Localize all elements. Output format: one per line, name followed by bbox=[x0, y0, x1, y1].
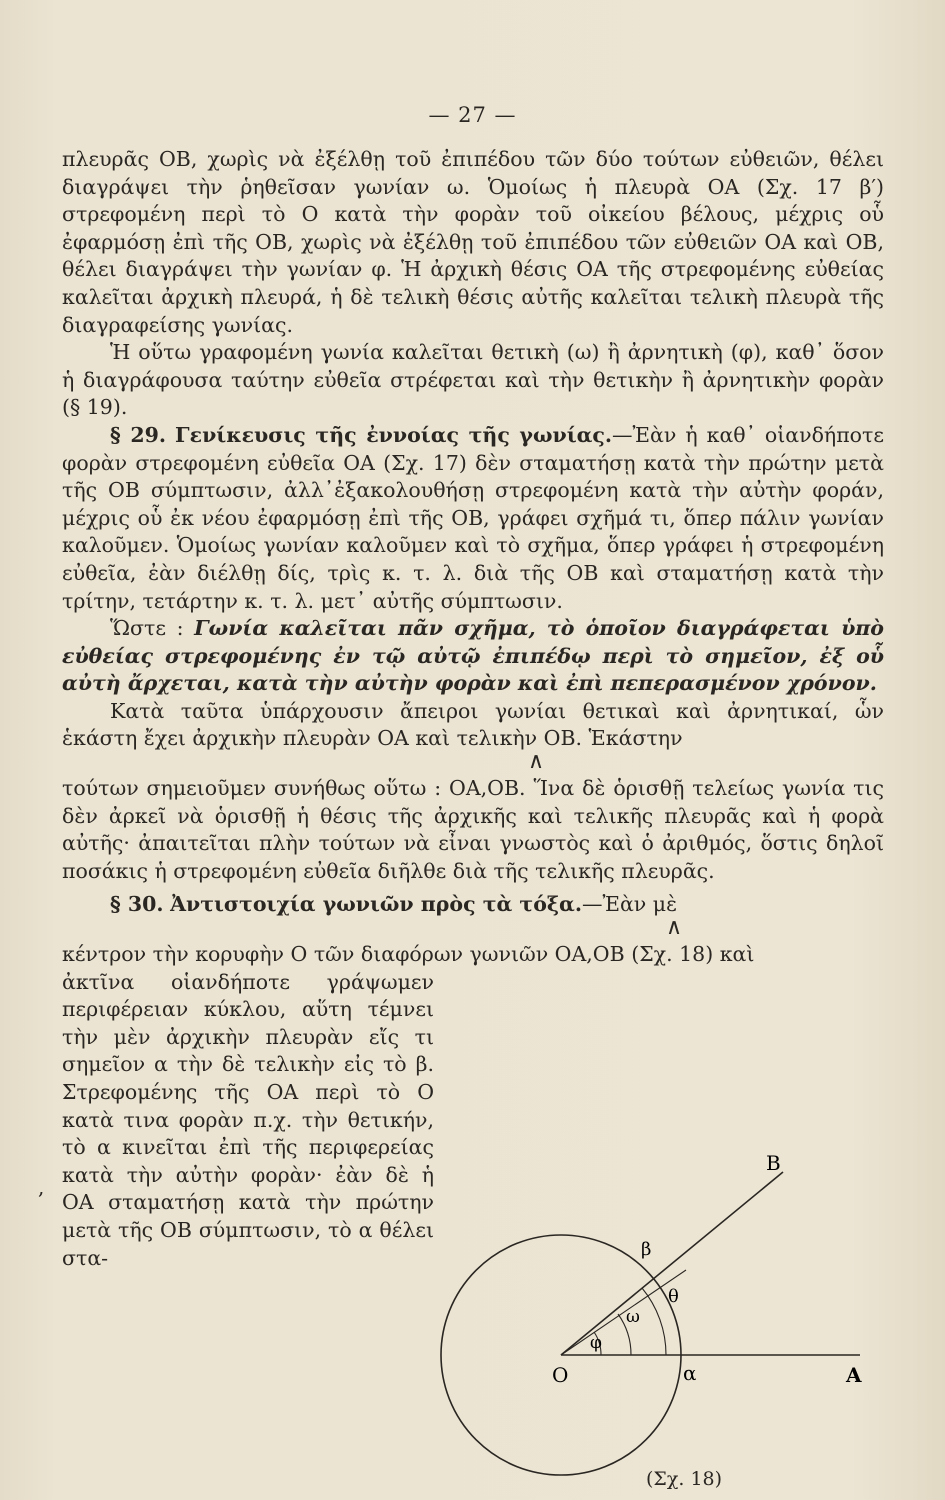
section-30-number: § 30. bbox=[110, 892, 164, 917]
hat-row-1 bbox=[62, 749, 884, 775]
angle-hat-2: ∧ bbox=[666, 915, 683, 941]
section-29-text: —Ἐὰν ἡ καθ᾽ οἱανδήποτε φορὰν στρεφομένη εὐθεῖα ΟΑ (Σχ. 17) δὲν σταματήσῃ κατὰ τὴν πρώτην μετὰ τῆς ΟΒ σύμπτωσιν, ἀλλ᾽ἐξακολουθήσῃ στρεφομένη κατὰ τὴν αὐτὴν φοράν, μέχρις οὗ ἐκ νέου ἐφαρμόσῃ ἐπὶ τῆς ΟΒ, γράφει σχῆμά τι, ὅπερ πάλιν γωνίαν καλοῦμεν. Ὁμοίως γωνίαν καλοῦμεν καὶ τὸ σχῆμα, ὅπερ γράφει ἡ στρεφομένη εὐθεῖα, ἐὰν διέλθῃ δίς, τρὶς κ. τ. λ. διὰ τῆς ΟΒ καὶ σταματήσῃ κατὰ τὴν τρίτην, τετάρτην κ. τ. λ. μετ᾽ αὐτῆς σύμπτωσιν. bbox=[62, 422, 884, 613]
figure-caption: (Σχ. 18) bbox=[646, 1468, 723, 1490]
paragraph-3a: Κατὰ ταῦτα ὑπάρχουσιν ἄπειροι γωνίαι θετικαὶ καὶ ἀρνητικαί, ὧν ἑκάστη ἔχει ἀρχικὴν πλευρὰν ΟΑ καὶ τελικὴν ΟΒ. Ἑκάστην bbox=[62, 698, 884, 751]
label-A: A bbox=[846, 1363, 862, 1387]
section-29-number: § 29. bbox=[110, 422, 167, 447]
section-30-title: Ἀντιστοιχία γωνιῶν πρὸς τὰ τόξα. bbox=[170, 892, 582, 917]
label-a: α bbox=[683, 1361, 697, 1385]
section-29 bbox=[62, 422, 884, 615]
label-theta: θ bbox=[668, 1286, 679, 1307]
label-O: O bbox=[552, 1363, 569, 1387]
page-number: — 27 — bbox=[428, 103, 517, 127]
definition bbox=[62, 615, 884, 698]
side-OB bbox=[561, 1172, 783, 1355]
body-text bbox=[62, 146, 884, 1272]
label-b: β bbox=[641, 1239, 652, 1260]
angle-hat-1: ∧ bbox=[528, 749, 545, 775]
figure-18 bbox=[428, 1150, 888, 1500]
margin-mark: , bbox=[38, 1175, 45, 1199]
section-30 bbox=[62, 891, 884, 919]
section-29-title: Γενίκευσις τῆς ἐννοίας τῆς γωνίας. bbox=[175, 422, 613, 447]
hat-row-2 bbox=[62, 915, 884, 941]
section-30-text: —Ἐὰν μὲ bbox=[581, 892, 678, 917]
paragraph-3b: τούτων σημειοῦμεν συνήθως οὕτω : ΟΑ,ΟΒ. Ἵνα δὲ ὁρισθῇ τελείως γωνία τις δὲν ἀρκεῖ νὰ ὁρισθῇ ἡ θέσις τῆς ἀρχικῆς καὶ τελικῆς πλευρᾶς καὶ ἡ φορὰ αὐτῆς· ἀπαιτεῖται πλὴν τούτων νὰ εἶναι γνωστὸς καὶ ὁ ἀριθμός, ὅστις δηλοῖ ποσάκις ἡ στρεφομένη εὐθεῖα διῆλθε διὰ τῆς τελικῆς πλευρᾶς. bbox=[62, 776, 884, 883]
label-omega: ω bbox=[626, 1307, 640, 1327]
definition-lead: Ὥστε : bbox=[110, 616, 184, 641]
section-30-line-2: κέντρον τὴν κορυφὴν Ο τῶν διαφόρων γωνιῶν ΟΑ,ΟΒ (Σχ. 18) καὶ bbox=[62, 942, 755, 967]
definition-text: Γωνία καλεῖται πᾶν σχῆμα, τὸ ὁποῖον διαγράφεται ὑπὸ εὐθείας στρεφομένης ἐν τῷ αὐτῷ ἐπιπέδῳ περὶ τὸ σημεῖον, ἐξ οὗ αὐτὴ ἄρχεται, κατὰ τὴν αὐτὴν φορὰν καὶ ἐπὶ πεπερασμένον χρόνον. bbox=[62, 616, 884, 696]
label-B: B bbox=[766, 1151, 781, 1175]
inner-ray bbox=[561, 1270, 686, 1355]
label-phi: φ bbox=[590, 1333, 602, 1353]
paragraph-2: Ἡ οὕτω γραφομένη γωνία καλεῖται θετικὴ (ω) ἢ ἀρνητικὴ (φ), καθ᾽ ὅσον ἡ διαγράφουσα ταύτην εὐθεῖα στρέφεται καὶ τὴν θετικὴν ἢ ἀρνητικὴν φορὰν (§ 19). bbox=[62, 340, 884, 420]
paragraph-1: πλευρᾶς ΟΒ, χωρὶς νὰ ἐξέλθῃ τοῦ ἐπιπέδου τῶν δύο τούτων εὐθειῶν, θέλει διαγράψει τὴν ῥηθεῖσαν γωνίαν ω. Ὁμοίως ἡ πλευρὰ ΟΑ (Σχ. 17 β′) στρεφομένη περὶ τὸ Ο κατὰ τὴν φορὰν τοῦ οἰκείου βέλους, μέχρις οὗ ἐφαρμόσῃ ἐπὶ τῆς ΟΒ, χωρὶς νὰ ἐξέλθῃ τοῦ ἐπιπέδου τῶν εὐθειῶν ΟΑ καὶ ΟΒ, θέλει διαγράψει τὴν γωνίαν φ. Ἡ ἀρχικὴ θέσις ΟΑ τῆς στρεφομένης εὐθείας καλεῖται ἀρχικὴ πλευρά, ἡ δὲ τελικὴ θέσις αὐτῆς καλεῖται τελικὴ πλευρὰ τῆς διαγραφείσης γωνίας. bbox=[62, 147, 884, 337]
section-30-narrow-text: ἀκτῖνα οἱανδήποτε γράψωμεν περιφέρειαν κύκλου, αὕτη τέμνει τὴν μὲν ἀρχικὴν πλευρὰν εἴς τι σημεῖον α τὴν δὲ τελικὴν εἰς τὸ β. Στρεφομένης τῆς ΟΑ περὶ τὸ Ο κατὰ τινα φορὰν π.χ. τὴν θετικήν, τὸ α κινεῖται ἐπὶ τῆς περιφερείας κατὰ τὴν αὐτὴν φορὰν· ἐὰν δὲ ἡ ΟΑ σταματήσῃ κατὰ τὴν πρώτην μετὰ τῆς ΟΒ σύμπτωσιν, τὸ α θέλει στα- bbox=[62, 969, 434, 1270]
